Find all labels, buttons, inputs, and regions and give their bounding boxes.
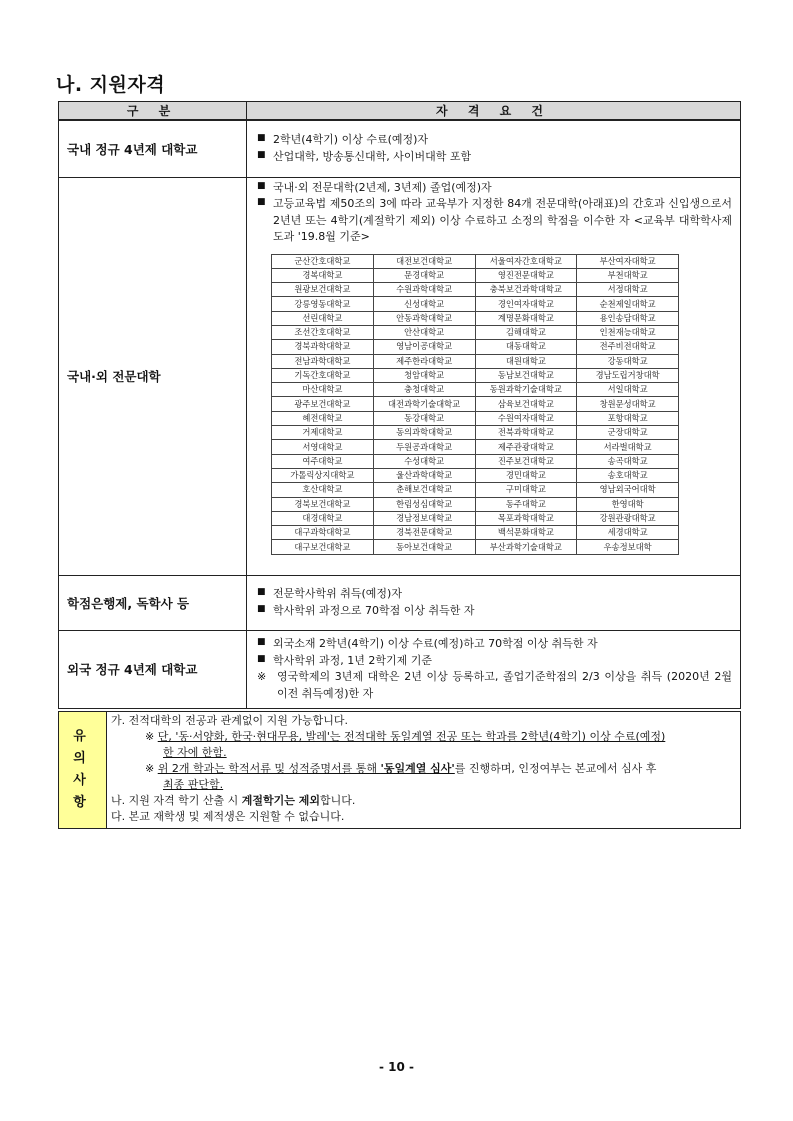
- list-item: ■ 국내·외 전문대학(2년제, 3년제) 졸업(예정)자: [257, 180, 732, 197]
- notice-item-a: 가. 전적대학의 전공과 관계없이 지원 가능합니다.: [111, 714, 348, 727]
- table-row: [59, 630, 741, 708]
- notice-sub-text: 위 2개 학과는 학적서류 및 성적증명서를 통해: [157, 762, 381, 775]
- college-cell: 순천제일대학교: [577, 297, 679, 311]
- note-mark: ※: [145, 730, 155, 743]
- eligibility-table: [58, 101, 741, 709]
- header-requirements: 자 격 요 건: [247, 102, 741, 121]
- notice-sub-text: 한 자에 한함.: [163, 746, 227, 759]
- college-cell: 경복대학교: [272, 268, 374, 282]
- list-item: ■ 전문학사학위 취득(예정)자: [257, 586, 732, 603]
- college-row: [272, 468, 679, 482]
- header-category: 구 분: [59, 102, 247, 121]
- notice-sub-1: [111, 729, 738, 745]
- table-row: [59, 120, 741, 177]
- college-cell: 목포과학대학교: [475, 511, 577, 525]
- college-cell: 조선간호대학교: [272, 325, 374, 339]
- notice-sub-text: 단, '동·서양화, 한국·현대무용, 발레'는 전적대학 동일계열 전공 또는 학과를 2학년(4학기) 이상 수료(예정): [157, 730, 666, 743]
- college-cell: 두원공과대학교: [373, 440, 475, 454]
- notice-sub-text: 최종 판단함.: [163, 778, 224, 791]
- table-row: [59, 575, 741, 630]
- college-cell: 기독간호대학교: [272, 368, 374, 382]
- college-cell: 동남보건대학교: [475, 368, 577, 382]
- college-cell: 한림성심대학교: [373, 497, 475, 511]
- list-item: ■ 외국소재 2학년(4학기) 이상 수료(예정)하고 70학점 이상 취득한 자: [257, 636, 732, 653]
- notice-item-b: [111, 793, 738, 809]
- college-row: [272, 340, 679, 354]
- college-cell: 전북과학대학교: [475, 426, 577, 440]
- college-cell: 안동과학대학교: [373, 311, 475, 325]
- notice-heading-line: 사 항: [73, 773, 92, 810]
- note: [257, 669, 732, 702]
- college-cell: 수원과학대학교: [373, 283, 475, 297]
- college-cell: 대경대학교: [272, 511, 374, 525]
- college-row: [272, 540, 679, 554]
- college-cell: 동의과학대학교: [373, 426, 475, 440]
- college-cell: 전남과학대학교: [272, 354, 374, 368]
- note-text: 영국학제의 3년제 대학은 2년 이상 등록하고, 졸업기준학점의 2/3 이상을 취득 (2020년 2월 이전 취득예정)한 자: [277, 670, 732, 700]
- college-cell: 강릉영동대학교: [272, 297, 374, 311]
- college-cell: 진주보건대학교: [475, 454, 577, 468]
- list-item: ■ 산업대학, 방송통신대학, 사이버대학 포함: [257, 149, 732, 166]
- college-cell: 영진전문대학교: [475, 268, 577, 282]
- college-cell: 여주대학교: [272, 454, 374, 468]
- college-cell: 동강대학교: [373, 411, 475, 425]
- college-cell: 계명문화대학교: [475, 311, 577, 325]
- college-cell: 호산대학교: [272, 483, 374, 497]
- college-cell: 삼육보건대학교: [475, 397, 577, 411]
- college-cell: 경남정보대학교: [373, 511, 475, 525]
- college-cell: 수원여자대학교: [475, 411, 577, 425]
- college-cell: 한영대학: [577, 497, 679, 511]
- college-cell: 동아보건대학교: [373, 540, 475, 554]
- college-cell: 충북보건과학대학교: [475, 283, 577, 297]
- college-cell: 전주비전대학교: [577, 340, 679, 354]
- note-mark: ※: [145, 762, 155, 775]
- notice-bold: 계절학기는 제외: [241, 794, 320, 807]
- college-cell: 대구과학대학교: [272, 526, 374, 540]
- notice-sub-2: [111, 761, 738, 777]
- college-cell: 원광보건대학교: [272, 283, 374, 297]
- college-row: [272, 368, 679, 382]
- college-cell: 경인여자대학교: [475, 297, 577, 311]
- college-cell: 대전보건대학교: [373, 254, 475, 268]
- college-cell: 부산과학기술대학교: [475, 540, 577, 554]
- college-row: [272, 526, 679, 540]
- college-cell: 영남이공대학교: [373, 340, 475, 354]
- college-cell: 대원대학교: [475, 354, 577, 368]
- college-cell: 군장대학교: [577, 426, 679, 440]
- college-cell: 충청대학교: [373, 383, 475, 397]
- college-cell: 강원관광대학교: [577, 511, 679, 525]
- college-cell: 제주관광대학교: [475, 440, 577, 454]
- college-row: [272, 397, 679, 411]
- college-row: [272, 297, 679, 311]
- college-cell: 대전과학기술대학교: [373, 397, 475, 411]
- college-cell: 울산과학대학교: [373, 468, 475, 482]
- college-cell: 신성대학교: [373, 297, 475, 311]
- college-cell: 선린대학교: [272, 311, 374, 325]
- college-cell: 송곡대학교: [577, 454, 679, 468]
- college-row: [272, 454, 679, 468]
- college-cell: 부천대학교: [577, 268, 679, 282]
- list-item: ■ 2학년(4학기) 이상 수료(예정)자: [257, 132, 732, 149]
- college-cell: 백석문화대학교: [475, 526, 577, 540]
- college-cell: 경민대학교: [475, 468, 577, 482]
- college-cell: 거제대학교: [272, 426, 374, 440]
- table-header-row: [59, 102, 741, 121]
- college-row: [272, 354, 679, 368]
- college-cell: 제주한라대학교: [373, 354, 475, 368]
- college-cell: 부산여자대학교: [577, 254, 679, 268]
- category-label: 외국 정규 4년제 대학교: [59, 630, 247, 708]
- college-cell: 안산대학교: [373, 325, 475, 339]
- college-cell: 창원문성대학교: [577, 397, 679, 411]
- college-cell: 인천재능대학교: [577, 325, 679, 339]
- college-row: [272, 268, 679, 282]
- college-cell: 동원과학기술대학교: [475, 383, 577, 397]
- college-row: [272, 483, 679, 497]
- table-row: [59, 177, 741, 575]
- college-row: [272, 254, 679, 268]
- college-row: [272, 383, 679, 397]
- college-cell: 마산대학교: [272, 383, 374, 397]
- notice-table: [58, 711, 741, 829]
- college-row: [272, 283, 679, 297]
- notice-text: 합니다.: [319, 794, 356, 807]
- college-row: [272, 497, 679, 511]
- page-number: - 10 -: [378, 1060, 414, 1074]
- college-cell: 서영대학교: [272, 440, 374, 454]
- college-cell: 대동대학교: [475, 340, 577, 354]
- college-cell: 포항대학교: [577, 411, 679, 425]
- notice-text: 나. 지원 자격 학기 산출 시: [111, 794, 242, 807]
- college-cell: 세경대학교: [577, 526, 679, 540]
- college-cell: 수성대학교: [373, 454, 475, 468]
- notice-item-c: 다. 본교 재학생 및 제적생은 지원할 수 없습니다.: [111, 810, 345, 823]
- college-cell: 경북보건대학교: [272, 497, 374, 511]
- college-row: [272, 325, 679, 339]
- list-item: ■ 고등교육법 제50조의 3에 따라 교육부가 지정한 84개 전문대학(아래표)의 간호과 신입생으로서 2년년 또는 4학기(계절학기 제외) 이상 수료하고 소정의 학점을 이수한 자 <교육부 대학학사제도과 '19.8월 기준>: [257, 196, 732, 246]
- college-cell: 대구보건대학교: [272, 540, 374, 554]
- college-cell: 영남외국어대학: [577, 483, 679, 497]
- college-cell: 문경대학교: [373, 268, 475, 282]
- college-cell: 혜전대학교: [272, 411, 374, 425]
- college-cell: 동주대학교: [475, 497, 577, 511]
- category-label: 학점은행제, 독학사 등: [59, 575, 247, 630]
- college-cell: 서일대학교: [577, 383, 679, 397]
- college-cell: 광주보건대학교: [272, 397, 374, 411]
- college-cell: 우송정보대학: [577, 540, 679, 554]
- notice-content: [107, 712, 741, 829]
- note-mark: ※: [257, 670, 267, 683]
- notice-sub-bold: '동일계열 심사': [380, 762, 455, 775]
- college-cell: 서정대학교: [577, 283, 679, 297]
- college-row: [272, 511, 679, 525]
- college-row: [272, 311, 679, 325]
- section-title: 나. 지원자격: [56, 74, 166, 96]
- college-cell: 청암대학교: [373, 368, 475, 382]
- college-cell: 용인송담대학교: [577, 311, 679, 325]
- college-cell: 송호대학교: [577, 468, 679, 482]
- college-cell: 춘해보건대학교: [373, 483, 475, 497]
- notice-heading-line: 유 의: [73, 729, 92, 766]
- college-row: [272, 411, 679, 425]
- list-item: ■ 학사학위 과정으로 70학점 이상 취득한 자: [257, 603, 732, 620]
- college-cell: 경북과학대학교: [272, 340, 374, 354]
- college-cell: 김해대학교: [475, 325, 577, 339]
- notice-sub-text: 를 진행하며, 인정여부는 본교에서 심사 후: [454, 762, 657, 775]
- college-cell: 가톨릭상지대학교: [272, 468, 374, 482]
- college-cell: 군산간호대학교: [272, 254, 374, 268]
- college-cell: 서울여자간호대학교: [475, 254, 577, 268]
- college-cell: 경북전문대학교: [373, 526, 475, 540]
- category-label: 국내 정규 4년제 대학교: [59, 120, 247, 177]
- list-item: ■ 학사학위 과정, 1년 2학기제 기준: [257, 653, 732, 670]
- designated-colleges-table: [271, 254, 679, 555]
- college-row: [272, 440, 679, 454]
- category-label: 국내·외 전문대학: [59, 177, 247, 575]
- notice-heading: [59, 712, 107, 829]
- college-row: [272, 426, 679, 440]
- college-cell: 구미대학교: [475, 483, 577, 497]
- college-cell: 경남도립거창대학: [577, 368, 679, 382]
- college-cell: 서라벌대학교: [577, 440, 679, 454]
- college-cell: 강동대학교: [577, 354, 679, 368]
